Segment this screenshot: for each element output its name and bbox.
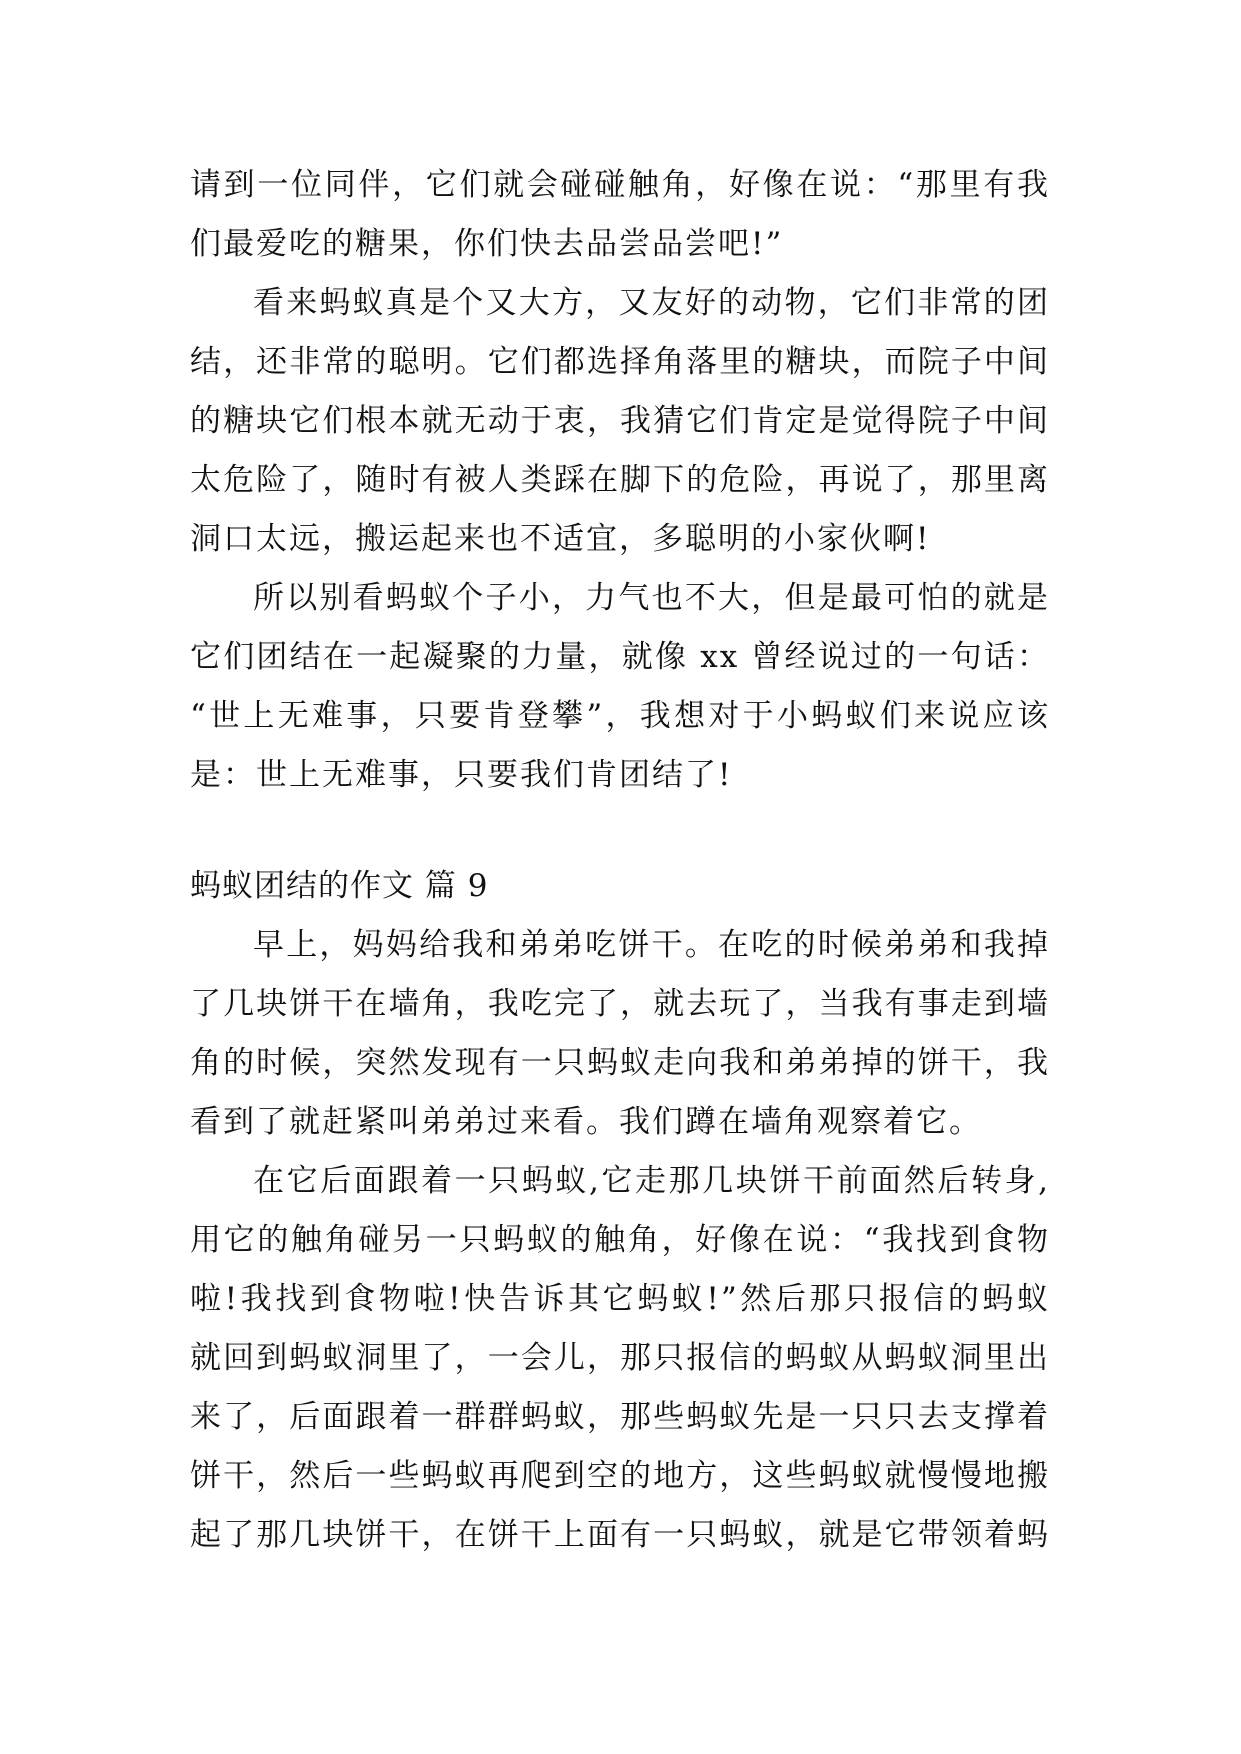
- paragraph-line: 就回到蚂蚁洞里了，一会儿，那只报信的蚂蚁从蚂蚁洞里出: [190, 1340, 1050, 1376]
- paragraph-line: 看来蚂蚁真是个又大方，又友好的动物，它们非常的团: [253, 285, 1050, 321]
- paragraph-line: 结，还非常的聪明。它们都选择角落里的糖块，而院子中间: [190, 344, 1050, 380]
- paragraph-line: 请到一位同伴，它们就会碰碰触角，好像在说：“那里有我: [190, 167, 1050, 203]
- paragraph-line: 早上，妈妈给我和弟弟吃饼干。在吃的时候弟弟和我掉: [253, 927, 1050, 963]
- paragraph-line: 角的时候，突然发现有一只蚂蚁走向我和弟弟掉的饼干，我: [190, 1045, 1050, 1081]
- paragraph-line: 起了那几块饼干，在饼干上面有一只蚂蚁，就是它带领着蚂: [190, 1517, 1050, 1553]
- section-heading: 蚂蚁团结的作文 篇 9: [190, 868, 489, 904]
- paragraph-line: 洞口太远，搬运起来也不适宜，多聪明的小家伙啊!: [190, 521, 931, 557]
- paragraph-line: 在它后面跟着一只蚂蚁,它走那几块饼干前面然后转身,: [253, 1163, 1050, 1199]
- paragraph-line: “世上无难事，只要肯登攀”，我想对于小蚂蚁们来说应该: [190, 698, 1050, 734]
- paragraph-line: 用它的触角碰另一只蚂蚁的触角，好像在说：“我找到食物: [190, 1222, 1050, 1258]
- paragraph-line: 它们团结在一起凝聚的力量，就像 xx 曾经说过的一句话：: [190, 639, 1050, 675]
- paragraph-line: 了几块饼干在墙角，我吃完了，就去玩了，当我有事走到墙: [190, 986, 1050, 1022]
- paragraph-line: 饼干，然后一些蚂蚁再爬到空的地方，这些蚂蚁就慢慢地搬: [190, 1458, 1050, 1494]
- paragraph-line: 太危险了，随时有被人类踩在脚下的危险，再说了，那里离: [190, 462, 1050, 498]
- paragraph-line: 们最爱吃的糖果，你们快去品尝品尝吧!”: [190, 226, 784, 262]
- paragraph-line: 的糖块它们根本就无动于衷，我猜它们肯定是觉得院子中间: [190, 403, 1050, 439]
- paragraph-line: 所以别看蚂蚁个子小，力气也不大，但是最可怕的就是: [253, 580, 1050, 616]
- paragraph-line: 来了，后面跟着一群群蚂蚁，那些蚂蚁先是一只只去支撑着: [190, 1399, 1050, 1435]
- paragraph-line: 是：世上无难事，只要我们肯团结了!: [190, 757, 733, 793]
- paragraph-line: 啦!我找到食物啦!快告诉其它蚂蚁!”然后那只报信的蚂蚁: [190, 1281, 1050, 1317]
- paragraph-line: 看到了就赶紧叫弟弟过来看。我们蹲在墙角观察着它。: [190, 1104, 982, 1140]
